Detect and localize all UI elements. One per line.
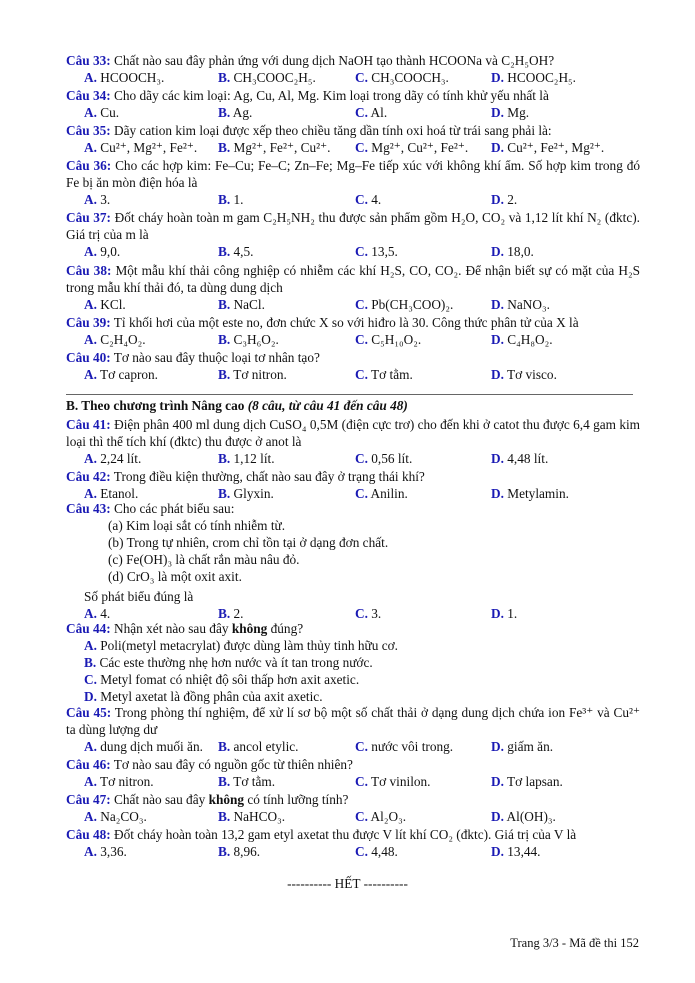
page-footer: Trang 3/3 - Mã đề thi 152 — [510, 936, 639, 950]
option-a: A. Etanol. — [84, 486, 139, 501]
answer-options — [66, 331, 640, 348]
section-subtitle: (8 câu, từ câu 41 đến câu 48) — [247, 398, 408, 413]
question-35 — [66, 122, 640, 156]
option-d: D. Cu²⁺, Fe²⁺, Mg²⁺. — [491, 140, 605, 155]
option-c: C. Al. — [355, 105, 388, 120]
question-39 — [66, 314, 640, 348]
option-a: A. Poli(metyl metacrylat) được dùng làm thủy tinh hữu cơ. — [84, 638, 398, 653]
option-b: B. Ag. — [218, 105, 253, 120]
question-number: Câu 46: — [66, 757, 111, 772]
option-a: A. KCl. — [84, 297, 126, 312]
option-d: D. 2. — [491, 192, 518, 207]
end-marker: ---------- HẾT ---------- — [287, 876, 408, 891]
question-text: Dãy cation kim loại được xếp theo chiều tăng dần tính oxi hoá từ trái sang phải là: — [114, 123, 552, 138]
option-a: A. Tơ nitron. — [84, 774, 154, 789]
question-47 — [66, 791, 640, 825]
option-b: B. Tơ nitron. — [218, 367, 287, 382]
section-heading — [66, 398, 408, 414]
question-number: Câu 45: — [66, 705, 112, 720]
answer-options — [66, 450, 640, 467]
emphasis-word: không — [208, 792, 245, 807]
question-text: Cho các hợp kim: Fe–Cu; Fe–C; Zn–Fe; Mg–Fe tiếp xúc với không khí ẩm. Số hợp kim trong đó Fe bị ăn mòn điện hóa là — [66, 158, 640, 190]
option-c: C. Mg²⁺, Cu²⁺, Fe²⁺. — [355, 140, 469, 155]
answer-options — [66, 191, 640, 208]
question-38 — [66, 262, 640, 313]
question-number: Câu 33: — [66, 53, 111, 68]
question-stem — [66, 87, 640, 104]
answer-options — [66, 366, 640, 383]
question-number: Câu 41: — [66, 417, 111, 432]
option-c: C. Anilin. — [355, 486, 408, 501]
statement: (c) Fe(OH)₃ là chất rắn màu nâu đỏ. — [108, 552, 300, 567]
option-c: C. 4. — [355, 192, 382, 207]
option-b: B. NaHCO₃. — [218, 809, 286, 824]
answer-options — [66, 243, 640, 260]
option-c: C. 0,56 lít. — [355, 451, 413, 466]
option-b: B. 1. — [218, 192, 244, 207]
option-c: C. Pb(CH₃COO)₂. — [355, 297, 454, 312]
question-stem — [66, 52, 640, 69]
question-text: Trong điều kiện thường, chất nào sau đây ở trạng thái khí? — [113, 469, 425, 484]
question-44 — [66, 620, 640, 705]
option-b: B. NaCl. — [218, 297, 265, 312]
option-c: C. Metyl fomat có nhiệt độ sôi thấp hơn axit axetic. — [84, 672, 360, 687]
question-conclusion: Số phát biểu đúng là — [84, 589, 194, 604]
question-45 — [66, 704, 640, 755]
option-c: C. Tơ tằm. — [355, 367, 413, 382]
question-stem: Câu 47: Chất nào sau đây không có tính lưỡng tính? — [66, 792, 349, 807]
option-a: A. HCOOCH₃. — [84, 70, 165, 85]
option-a: A. 3,36. — [84, 844, 127, 859]
question-stem — [66, 262, 640, 296]
question-number: Câu 43: — [66, 501, 111, 516]
option-a: A. Tơ capron. — [84, 367, 159, 382]
option-d: D. Al(OH)₃. — [491, 809, 556, 824]
option-a: A. Cu²⁺, Mg²⁺, Fe²⁺. — [84, 140, 198, 155]
question-33 — [66, 52, 640, 86]
section-divider — [66, 394, 633, 395]
option-b: B. Các este thường nhẹ hơn nước và ít tan trong nước. — [84, 655, 373, 670]
option-b: B. Tơ tằm. — [218, 774, 276, 789]
question-number: Câu 34: — [66, 88, 111, 103]
question-40 — [66, 349, 640, 383]
question-number: Câu 47: — [66, 792, 111, 807]
option-a: A. 9,0. — [84, 244, 121, 259]
question-stem: Câu 44: Nhận xét nào sau đây không đúng? — [66, 621, 304, 636]
question-stem — [66, 209, 640, 243]
option-d: D. Tơ visco. — [491, 367, 557, 382]
option-b: B. 4,5. — [218, 244, 254, 259]
answer-options — [66, 69, 640, 86]
answer-options — [66, 738, 640, 755]
option-a: A. Cu. — [84, 105, 120, 120]
answer-options — [66, 139, 640, 156]
question-stem — [66, 826, 640, 843]
question-43 — [66, 500, 640, 622]
question-number: Câu 35: — [66, 123, 111, 138]
question-stem — [66, 756, 640, 773]
question-number: Câu 42: — [66, 469, 111, 484]
question-41 — [66, 416, 640, 467]
option-d: D. 4,48 lít. — [491, 451, 549, 466]
question-stem — [66, 704, 640, 738]
option-a: A. C₂H₄O₂. — [84, 332, 146, 347]
question-34 — [66, 87, 640, 121]
option-d: D. 18,0. — [491, 244, 534, 259]
option-a: A. 3. — [84, 192, 111, 207]
answer-options — [66, 843, 640, 860]
option-b: B. Mg²⁺, Fe²⁺, Cu²⁺. — [218, 140, 331, 155]
option-d: D. C₄H₈O₂. — [491, 332, 553, 347]
question-text: Cho các phát biểu sau: — [114, 501, 235, 516]
question-number: Câu 48: — [66, 827, 111, 842]
option-d: D. giấm ăn. — [491, 739, 554, 754]
option-b: B. ancol etylic. — [218, 739, 299, 754]
option-c: C. Tơ vinilon. — [355, 774, 431, 789]
question-46 — [66, 756, 640, 790]
statement: (d) CrO₃ là một oxit axit. — [108, 569, 242, 584]
question-48 — [66, 826, 640, 860]
question-text: Đốt cháy hoàn toàn m gam C₂H₅NH₂ thu được sản phẩm gồm H₂O, CO₂ và 1,12 lít khí N₂ (đktc). Giá trị của m là — [66, 210, 640, 242]
question-number: Câu 44: — [66, 621, 111, 636]
question-stem — [66, 500, 640, 517]
emphasis-word: không — [231, 621, 268, 636]
question-stem — [66, 314, 640, 331]
question-37 — [66, 209, 640, 260]
question-stem — [66, 468, 640, 485]
question-stem — [66, 157, 640, 191]
question-text: Tỉ khối hơi của một este no, đơn chức X so với hiđro là 30. Công thức phân tử của X là — [113, 315, 579, 330]
option-a: A. 4. — [84, 606, 111, 621]
option-c: C. nước vôi trong. — [355, 739, 454, 754]
option-c: C. CH₃COOCH₃. — [355, 70, 449, 85]
question-36 — [66, 157, 640, 208]
question-text: Đốt cháy hoàn toàn 13,2 gam etyl axetat thu được V lít khí CO₂ (đktc). Giá trị của V là — [114, 827, 577, 842]
option-d: D. Metyl axetat là đồng phân của axit axetic. — [84, 689, 323, 704]
question-text: Cho dãy các kim loại: Ag, Cu, Al, Mg. Kim loại trong dãy có tính khử yếu nhất là — [114, 88, 549, 103]
option-c: C. 13,5. — [355, 244, 398, 259]
option-d: D. Metylamin. — [491, 486, 569, 501]
question-number: Câu 36: — [66, 158, 112, 173]
option-c: C. Al₂O₃. — [355, 809, 407, 824]
question-number: Câu 40: — [66, 350, 111, 365]
option-d: D. Mg. — [491, 105, 530, 120]
option-c: C. C₅H₁₀O₂. — [355, 332, 422, 347]
question-text: Tơ nào sau đây thuộc loại tơ nhân tạo? — [113, 350, 320, 365]
section-title: B. Theo chương trình Nâng cao — [66, 398, 245, 413]
question-text: Tơ nào sau đây có nguồn gốc từ thiên nhiên? — [113, 757, 353, 772]
statement: (b) Trong tự nhiên, crom chỉ tồn tại ở dạng đơn chất. — [108, 535, 389, 550]
question-stem — [66, 122, 640, 139]
option-a: A. dung dịch muối ăn. — [84, 739, 203, 754]
option-a: A. Na₂CO₃. — [84, 809, 147, 824]
option-b: B. 1,12 lít. — [218, 451, 275, 466]
question-text: Chất nào sau đây phản ứng với dung dịch NaOH tạo thành HCOONa và C₂H₅OH? — [114, 53, 555, 68]
question-number: Câu 38: — [66, 263, 112, 278]
statement: (a) Kim loại sắt có tính nhiễm từ. — [108, 518, 286, 533]
option-b: B. CH₃COOC₂H₅. — [218, 70, 316, 85]
option-d: D. NaNO₃. — [491, 297, 550, 312]
question-stem — [66, 349, 640, 366]
answer-options — [66, 296, 640, 313]
option-d: D. 1. — [491, 606, 518, 621]
question-text: Một mẫu khí thải công nghiệp có nhiễm các khí H₂S, CO, CO₂. Để nhận biết sự có mặt của H₂S trong mẫu khí thải đó, ta dùng dung dịch — [66, 263, 640, 295]
question-number: Câu 37: — [66, 210, 111, 225]
answer-options — [66, 104, 640, 121]
question-42 — [66, 468, 640, 502]
option-a: A. 2,24 lít. — [84, 451, 142, 466]
question-number: Câu 39: — [66, 315, 111, 330]
option-b: B. C₃H₆O₂. — [218, 332, 279, 347]
option-d: D. 13,44. — [491, 844, 541, 859]
option-c: C. 3. — [355, 606, 382, 621]
option-c: C. 4,48. — [355, 844, 398, 859]
option-b: B. 2. — [218, 606, 244, 621]
option-b: B. Glyxin. — [218, 486, 274, 501]
question-stem — [66, 416, 640, 450]
answer-options — [66, 808, 640, 825]
question-text: Trong phòng thí nghiệm, để xử lí sơ bộ một số chất thải ở dạng dung dịch chứa ion Fe³⁺ và Cu²⁺ ta dùng lượng dư — [66, 705, 640, 737]
option-d: D. Tơ lapsan. — [491, 774, 563, 789]
answer-options — [66, 773, 640, 790]
question-text: Điện phân 400 ml dung dịch CuSO₄ 0,5M (điện cực trơ) cho đến khi ở catot thu được 6,4 gam kim loại thì thể tích khí (đktc) thu được ở anot là — [66, 417, 641, 449]
option-b: B. 8,96. — [218, 844, 261, 859]
option-d: D. HCOOC₂H₅. — [491, 70, 577, 85]
